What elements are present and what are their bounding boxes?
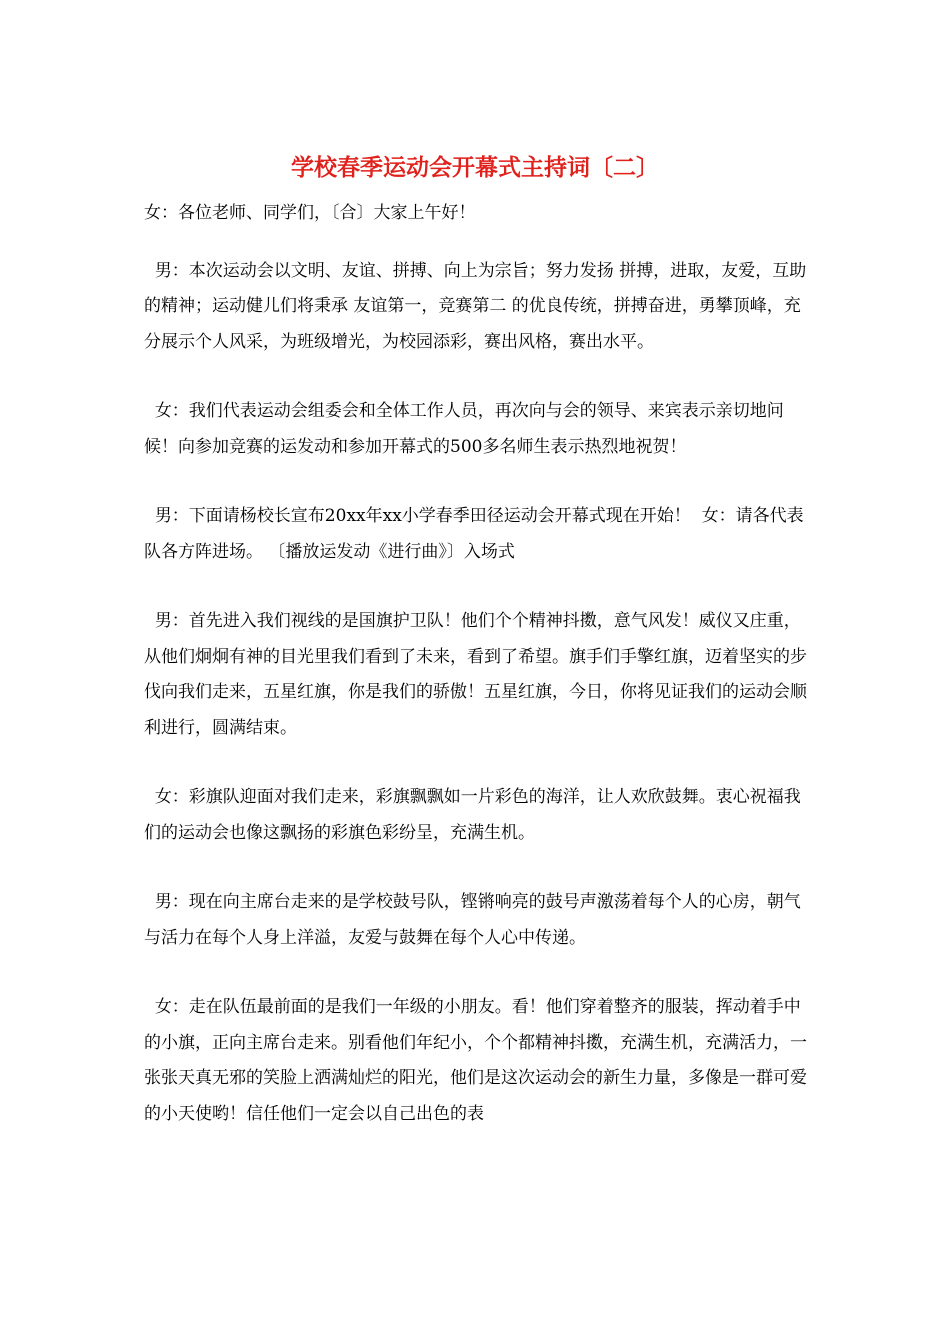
paragraph-6: 女：彩旗队迎面对我们走来，彩旗飘飘如一片彩色的海洋，让人欢欣鼓舞。衷心祝福我们的运动会也像这飘扬的彩旗色彩纷呈，充满生机。 (144, 787, 801, 843)
paragraph-2: 男：本次运动会以文明、友谊、拼搏、向上为宗旨；努力发扬 拼搏，进取，友爱，互助 的精神；运动健儿们将秉承 友谊第一，竞赛第二 的优良传统，拼搏奋进，勇攀顶峰，充分展示个人风采，为班级增光，为校园添彩，赛出风格，赛出水平。 (144, 260, 812, 352)
paragraph-7: 男：现在向主席台走来的是学校鼓号队，铿锵响亮的鼓号声激荡着每个人的心房，朝气与活力在每个人身上洋溢，友爱与鼓舞在每个人心中传递。 (144, 892, 801, 948)
document-title: 学校春季运动会开幕式主持词〔二〕 (291, 154, 659, 181)
paragraph-1: 女：各位老师、同学们，〔合〕大家上午好！ (144, 203, 476, 223)
paragraph-4: 男：下面请杨校长宣布20xx年xx小学春季田径运动会开幕式现在开始！ 女：请各代表队各方阵进场。 〔播放运发动《进行曲》〕入场式 (144, 506, 804, 562)
paragraph-3: 女：我们代表运动会组委会和全体工作人员，再次向与会的领导、来宾表示亲切地问候！向参加竞赛的运发动和参加开幕式的500多名师生表示热烈地祝贺！ (144, 401, 784, 457)
paragraph-5: 男：首先进入我们视线的是国旗护卫队！他们个个精神抖擞，意气风发！威仪又庄重，从他们炯炯有神的目光里我们看到了未来，看到了希望。旗手们手擎红旗，迈着坚实的步伐向我们走来，五星红旗，你是我们的骄傲！五星红旗，今日，你将见证我们的运动会顺利进行，圆满结束。 (144, 611, 807, 738)
document-body (144, 196, 812, 1166)
paragraph-8: 女：走在队伍最前面的是我们一年级的小朋友。看！他们穿着整齐的服装，挥动着手中的小旗，正向主席台走来。别看他们年纪小，个个都精神抖擞，充满生机，充满活力，一张张天真无邪的笑脸上洒满灿烂的阳光，他们是这次运动会的新生力量，多像是一群可爱的小天使哟！信任他们一定会以自己出色的表 (144, 997, 807, 1124)
